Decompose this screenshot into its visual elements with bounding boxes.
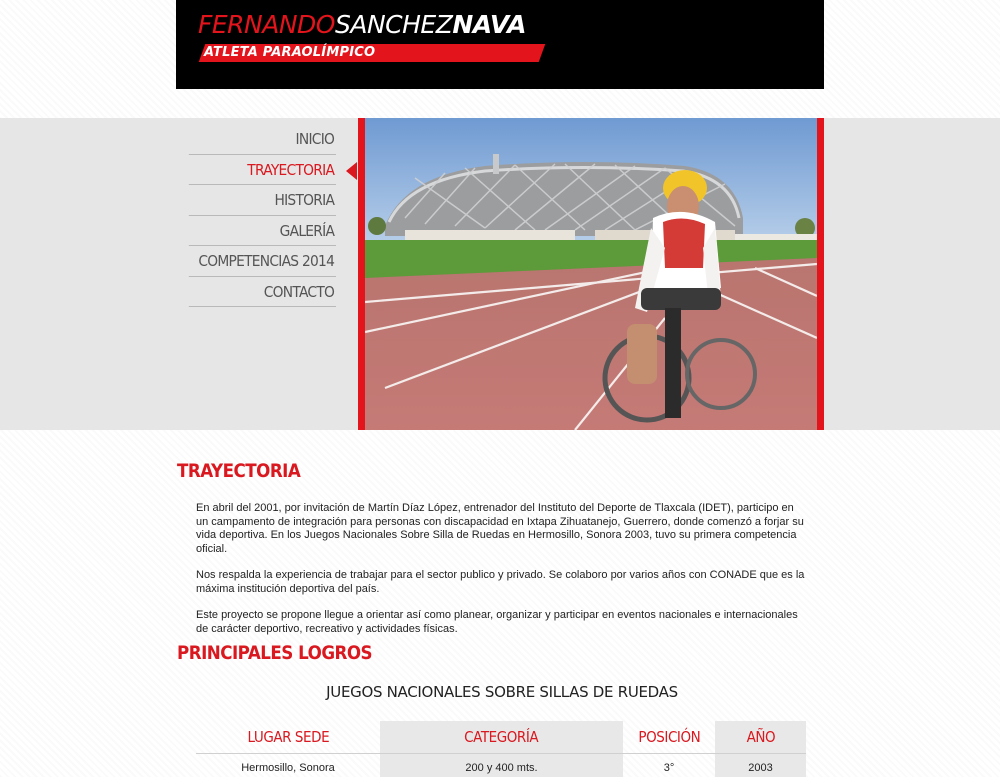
nav-item-contacto[interactable]: CONTACTO [189, 277, 336, 308]
section-title-trayectoria: TRAYECTORIA [177, 460, 301, 482]
site-header [176, 0, 824, 89]
paragraph: Este proyecto se propone llegue a orientar así como planear, organizar y participar en eventos nacionales e internacionales de carácter deportivo, recreativo y actividades físicas. [196, 609, 798, 635]
nav-item-inicio[interactable]: INICIO [189, 124, 336, 155]
paragraph: En abril del 2001, por invitación de Martín Díaz López, entrenador del Instituto del Deporte de Tlaxcala (IDET), participo en un campamento de integración para personas con discapacidad en Ixtapa Zihuatanejo, Guerrero, donde comenzó a forjar su vida deportiva. En los Juegos Nacionales Sobre Silla de Ruedas en Hermosillo, Sonora 2003, tuvo su primera competencia oficial. [196, 502, 804, 555]
paragraph: Nos respalda la experiencia de trabajar para el sector publico y privado. Se colaboro por varios años con CONADE que es la máxima institución deportiva del país. [196, 569, 805, 595]
nav-item-historia[interactable]: HISTORIA [189, 185, 336, 216]
hero-photo-illustration [365, 118, 817, 430]
table-header-cell: AÑO [715, 721, 806, 753]
table-cell: 200 y 400 mts. [380, 753, 623, 777]
section-title-logros: PRINCIPALES LOGROS [177, 642, 373, 664]
achievements-table [196, 721, 806, 777]
active-nav-arrow-icon [346, 162, 357, 180]
nav-item-trayectoria[interactable]: TRAYECTORIA [189, 155, 336, 186]
trayectoria-text [196, 502, 808, 649]
table-title: JUEGOS NACIONALES SOBRE SILLAS DE RUEDAS [326, 683, 678, 701]
logo-first-name: FERNANDO [198, 10, 335, 39]
table-cell: Hermosillo, Sonora [196, 753, 380, 777]
table-header-cell: LUGAR SEDE [247, 728, 329, 746]
table-cell: 3° [623, 753, 715, 777]
logo-middle-name: SANCHEZ [334, 10, 453, 39]
hero-photo [358, 118, 824, 430]
table-header-cell: POSICIÓN [638, 728, 700, 746]
table-cell: 2003 [715, 753, 806, 777]
site-logo[interactable] [198, 10, 558, 70]
nav-item-competencias-2014[interactable]: COMPETENCIAS 2014 [189, 246, 336, 277]
logo-subtitle: ATLETA PARAOLÍMPICO [204, 45, 376, 60]
table-header-row [196, 721, 806, 753]
logo-name [198, 10, 526, 40]
nav-item-galeria[interactable]: GALERÍA [189, 216, 336, 247]
main-nav [176, 124, 336, 307]
logo-last-name: NAVA [452, 10, 526, 39]
table-header-cell: CATEGORÍA [380, 721, 623, 753]
table-row [196, 753, 806, 777]
